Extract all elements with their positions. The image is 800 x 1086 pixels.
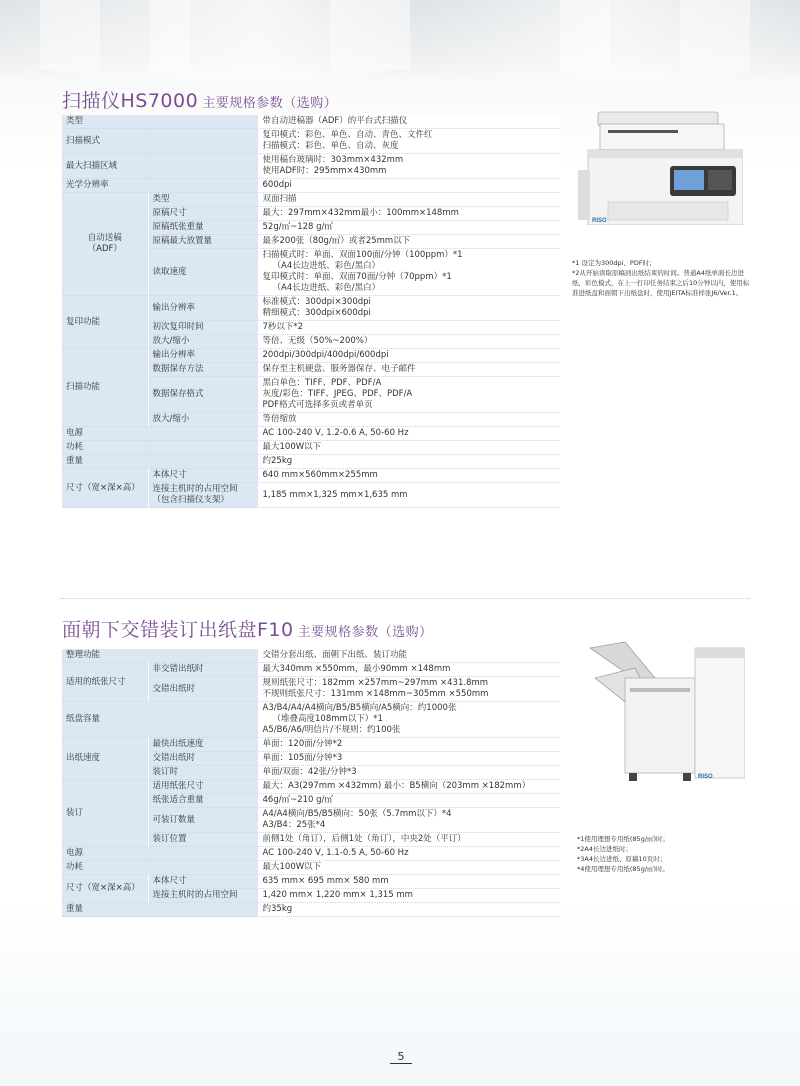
finisher-spec-value-line: 规则纸张尺寸：182mm ×257mm~297mm ×431.8mm xyxy=(262,678,489,688)
scanner-spec-value-line: 640 mm×560mm×255mm xyxy=(262,470,378,480)
finisher-spec-category-cell: 功耗 xyxy=(62,861,258,875)
scanner-spec-value-line: 等倍、无级（50%~200%） xyxy=(262,336,373,346)
finisher-spec-subcategory-cell: 本体尺寸 xyxy=(148,875,258,889)
scanner-photo xyxy=(578,110,743,225)
finisher-spec-value-cell xyxy=(258,833,560,847)
scanner-spec-value-line: 复印模式：彩色、单色、自动、青色、文件红 xyxy=(262,130,433,140)
scanner-spec-value-cell xyxy=(258,363,560,377)
scanner-spec-value-line: 黑白单色：TIFF、PDF、PDF/A xyxy=(262,378,382,388)
scanner-spec-value-line: 扫描模式：彩色、单色、自动、灰度 xyxy=(262,141,399,151)
finisher-spec-value-cell xyxy=(258,663,560,677)
section1-subtitle: 主要规格参数（选购） xyxy=(202,96,338,111)
finisher-spec-category-cell: 尺寸（宽×深×高） xyxy=(62,875,148,903)
scanner-spec-value-cell xyxy=(258,455,560,469)
scanner-spec-value-line: （A4长边进纸、彩色/黑白） xyxy=(272,261,381,271)
finisher-spec-value-line: A3/B4：25张*4 xyxy=(262,820,326,830)
scanner-spec-value-line: 最大100W以下 xyxy=(262,442,322,452)
finisher-spec-category-cell: 整理功能 xyxy=(62,649,258,663)
scanner-spec-value-line: 1,185 mm×1,325 mm×1,635 mm xyxy=(262,489,408,500)
scanner-spec-row xyxy=(62,129,560,154)
finisher-spec-category-cell: 出纸速度 xyxy=(62,738,148,780)
finisher-spec-row xyxy=(62,649,560,663)
section2-note-4: *4使用理想专用纸(85g/㎡)时。 xyxy=(577,865,670,873)
scanner-spec-value-cell xyxy=(258,115,560,129)
scanner-spec-row xyxy=(62,154,560,179)
section1-title xyxy=(62,86,337,113)
finisher-spec-subcategory-cell: 最快出纸速度 xyxy=(148,738,258,752)
scanner-spec-value-line: 200dpi/300dpi/400dpi/600dpi xyxy=(262,350,389,360)
scanner-spec-subcategory-cell: 放大/缩小 xyxy=(148,413,258,427)
scanner-spec-value-cell xyxy=(258,296,560,321)
scanner-spec-value-line: 约25kg xyxy=(262,456,293,466)
finisher-spec-value-cell xyxy=(258,738,560,752)
scanner-spec-value-line: 52g/㎡~128 g/㎡ xyxy=(262,222,333,232)
scanner-spec-subcategory-cell: 放大/缩小 xyxy=(148,335,258,349)
finisher-spec-value-cell xyxy=(258,649,560,663)
scanner-spec-value-cell xyxy=(258,335,560,349)
scanner-spec-category-cell: 重量 xyxy=(62,455,258,469)
finisher-photo xyxy=(585,638,745,783)
scanner-spec-row xyxy=(62,455,560,469)
finisher-spec-category-cell: 重量 xyxy=(62,903,258,917)
scanner-brand-logo: RISO xyxy=(592,218,607,224)
finisher-spec-value-line: A4/A4横向/B5/B5横向：50张（5.7mm以下）*4 xyxy=(262,809,452,819)
section1-note-1: *1 设定为300dpi、PDF时； xyxy=(572,259,656,267)
finisher-spec-value-line: 最大：A3(297mm ×432mm) 最小：B5横向（203mm ×182mm） xyxy=(262,781,531,791)
finisher-spec-value-cell xyxy=(258,780,560,794)
finisher-spec-row xyxy=(62,663,560,677)
finisher-spec-value-cell xyxy=(258,847,560,861)
finisher-spec-subcategory-cell: 纸张适合重量 xyxy=(148,794,258,808)
scanner-spec-value-cell xyxy=(258,221,560,235)
scanner-spec-value-cell xyxy=(258,349,560,363)
scanner-spec-subcategory-cell: 类型 xyxy=(148,193,258,207)
finisher-brand-logo: RISO xyxy=(698,774,713,780)
scanner-spec-category-cell: 扫描模式 xyxy=(62,129,258,154)
finisher-spec-value-cell xyxy=(258,677,560,702)
scanner-spec-subcategory-cell: 原稿尺寸 xyxy=(148,207,258,221)
scanner-spec-value-line: （A4长边进纸、彩色/黑白） xyxy=(272,283,381,293)
scanner-spec-category-cell: 复印功能 xyxy=(62,296,148,349)
scanner-spec-value-cell xyxy=(258,483,560,508)
scanner-spec-row xyxy=(62,115,560,129)
finisher-spec-value-line: AC 100-240 V, 1.1-0.5 A, 50-60 Hz xyxy=(262,848,409,858)
section2-notes xyxy=(577,834,757,874)
scanner-spec-row xyxy=(62,441,560,455)
section1-title-text: 扫描仪HS7000 xyxy=(62,90,199,112)
scanner-spec-value-line: 精细模式：300dpi×600dpi xyxy=(262,308,371,318)
finisher-spec-subcategory-cell: 连接主机时的占用空间 xyxy=(148,889,258,903)
scanner-spec-value-line: 7秒以下*2 xyxy=(262,322,304,332)
finisher-spec-value-line: 635 mm× 695 mm× 580 mm xyxy=(262,876,389,886)
scanner-spec-subcategory-cell: 初次复印时间 xyxy=(148,321,258,335)
finisher-spec-value-cell xyxy=(258,794,560,808)
scanner-spec-value-line: 使用ADF时：295mm×430mm xyxy=(262,166,387,176)
scanner-spec-subcategory-cell: 原稿最大放置量 xyxy=(148,235,258,249)
finisher-spec-row xyxy=(62,903,560,917)
scanner-spec-subcategory-cell: 数据保存格式 xyxy=(148,377,258,413)
finisher-spec-value-cell xyxy=(258,889,560,903)
finisher-spec-category-cell: 电源 xyxy=(62,847,258,861)
finisher-spec-value-line: 单面：105面/分钟*3 xyxy=(262,753,343,763)
finisher-spec-subcategory-cell: 交错出纸时 xyxy=(148,677,258,702)
finisher-spec-subcategory-cell: 交错出纸时 xyxy=(148,752,258,766)
scanner-spec-row xyxy=(62,296,560,321)
section1-note-2: *2从开始读取原稿到出纸结束的时间。普通A4纸单面长边进纸，彩色模式，在上一打印任务结束之后10分钟以内，使用标准进纸盘和面朝下出纸盘时，使用JEITA标准样张J6/Ver.1。 xyxy=(572,269,750,297)
finisher-spec-value-line: 不规则纸张尺寸：131mm ×148mm~305mm ×550mm xyxy=(262,689,489,699)
section-divider xyxy=(60,598,750,599)
scanner-spec-value-cell xyxy=(258,235,560,249)
finisher-spec-value-line: 最大340mm ×550mm，最小90mm ×148mm xyxy=(262,664,451,674)
scanner-spec-value-cell xyxy=(258,427,560,441)
finisher-spec-value-cell xyxy=(258,875,560,889)
scanner-spec-value-cell xyxy=(258,129,560,154)
page-number: 5 xyxy=(390,1050,412,1064)
scanner-spec-value-line: 最多200张（80g/㎡）或者25mm以下 xyxy=(262,236,411,246)
scanner-spec-row xyxy=(62,193,560,207)
scanner-spec-value-line: 双面扫描 xyxy=(262,194,297,204)
scanner-spec-table xyxy=(62,115,560,508)
finisher-spec-value-cell xyxy=(258,808,560,833)
finisher-spec-value-cell xyxy=(258,752,560,766)
scanner-spec-category-cell: 自动送稿 （ADF） xyxy=(62,193,148,296)
scanner-spec-value-cell xyxy=(258,377,560,413)
scanner-spec-row xyxy=(62,349,560,363)
scanner-spec-subcategory-cell: 读取速度 xyxy=(148,249,258,296)
section2-note-1: *1使用理想专用纸(85g/㎡)时； xyxy=(577,835,670,843)
section2-title-text: 面朝下交错装订出纸盘F10 xyxy=(62,619,294,641)
section2-note-3: *3A4长边进纸、原稿10页时； xyxy=(577,855,667,863)
finisher-spec-value-line: 46g/㎡~210 g/㎡ xyxy=(262,795,333,805)
section1-notes xyxy=(572,258,752,298)
finisher-spec-row xyxy=(62,702,560,738)
finisher-spec-value-cell xyxy=(258,903,560,917)
scanner-spec-row xyxy=(62,469,560,483)
scanner-spec-subcategory-cell: 输出分辨率 xyxy=(148,296,258,321)
scanner-spec-value-line: 保存至主机硬盘、服务器保存、电子邮件 xyxy=(262,364,416,374)
scanner-spec-value-line: 等倍缩放 xyxy=(262,414,297,424)
scanner-spec-value-cell xyxy=(258,154,560,179)
scanner-spec-value-line: 标准模式：300dpi×300dpi xyxy=(262,297,371,307)
finisher-spec-category-cell: 适用的纸张尺寸 xyxy=(62,663,148,702)
finisher-spec-row xyxy=(62,780,560,794)
scanner-spec-row xyxy=(62,427,560,441)
finisher-spec-row xyxy=(62,875,560,889)
finisher-spec-value-cell xyxy=(258,702,560,738)
scanner-spec-value-cell xyxy=(258,207,560,221)
finisher-spec-subcategory-cell: 装订位置 xyxy=(148,833,258,847)
section2-note-2: *2A4长边进纸时； xyxy=(577,845,632,853)
finisher-spec-row xyxy=(62,738,560,752)
scanner-spec-subcategory-cell: 连接主机时的占用空间 （包含扫描仪支架） xyxy=(148,483,258,508)
scanner-spec-subcategory-cell: 原稿纸张重量 xyxy=(148,221,258,235)
scanner-spec-value-cell xyxy=(258,249,560,296)
scanner-spec-category-cell: 光学分辨率 xyxy=(62,179,258,193)
scanner-spec-value-cell xyxy=(258,469,560,483)
finisher-spec-value-cell xyxy=(258,766,560,780)
section2-subtitle: 主要规格参数（选购） xyxy=(297,625,433,640)
finisher-spec-value-line: 单面：120面/分钟*2 xyxy=(262,739,343,749)
finisher-spec-value-line: 前侧1处（角订），后侧1处（角订），中央2处（平订） xyxy=(262,834,466,844)
finisher-spec-value-line: 最大100W以下 xyxy=(262,862,322,872)
scanner-spec-value-cell xyxy=(258,179,560,193)
scanner-spec-value-line: 带自动进稿器（ADF）的平台式扫描仪 xyxy=(262,116,408,126)
scanner-spec-value-cell xyxy=(258,441,560,455)
scanner-spec-value-line: 灰度/彩色：TIFF、JPEG、PDF、PDF/A xyxy=(262,389,413,399)
scanner-spec-value-line: 600dpi xyxy=(262,180,292,190)
scanner-spec-category-cell: 功耗 xyxy=(62,441,258,455)
finisher-spec-value-cell xyxy=(258,861,560,875)
finisher-spec-value-line: （堆叠高度108mm以下）*1 xyxy=(272,714,383,724)
scanner-spec-value-line: PDF格式可选择多页或者单页 xyxy=(262,400,373,410)
finisher-spec-value-line: 交错分套出纸、面朝下出纸、装订功能 xyxy=(262,650,408,660)
finisher-spec-subcategory-cell: 可装订数量 xyxy=(148,808,258,833)
scanner-spec-subcategory-cell: 输出分辨率 xyxy=(148,349,258,363)
scanner-spec-value-line: 最大：297mm×432mm最小：100mm×148mm xyxy=(262,208,459,218)
scanner-spec-category-cell: 电源 xyxy=(62,427,258,441)
finisher-spec-value-line: 1,420 mm× 1,220 mm× 1,315 mm xyxy=(262,890,413,900)
finisher-spec-category-cell: 纸盘容量 xyxy=(62,702,258,738)
scanner-spec-subcategory-cell: 本体尺寸 xyxy=(148,469,258,483)
finisher-spec-value-line: A5/B6/A6/明信片/不规则：约100张 xyxy=(262,725,401,735)
scanner-spec-category-cell: 扫描功能 xyxy=(62,349,148,427)
finisher-spec-row xyxy=(62,847,560,861)
finisher-spec-category-cell: 装订 xyxy=(62,780,148,847)
scanner-spec-value-cell xyxy=(258,413,560,427)
finisher-spec-subcategory-cell: 非交错出纸时 xyxy=(148,663,258,677)
finisher-spec-value-line: 约35kg xyxy=(262,904,293,914)
scanner-spec-value-line: AC 100-240 V, 1.2-0.6 A, 50-60 Hz xyxy=(262,428,409,438)
scanner-spec-value-cell xyxy=(258,193,560,207)
finisher-spec-row xyxy=(62,861,560,875)
finisher-spec-table xyxy=(62,649,560,917)
scanner-spec-category-cell: 最大扫描区域 xyxy=(62,154,258,179)
finisher-spec-subcategory-cell: 适用纸张尺寸 xyxy=(148,780,258,794)
scanner-spec-category-cell: 尺寸（宽×深×高） xyxy=(62,469,148,508)
scanner-spec-value-line: 复印模式时：单面、双面70面/分钟（70ppm）*1 xyxy=(262,272,452,282)
scanner-spec-value-line: 使用稿台玻璃时：303mm×432mm xyxy=(262,155,404,165)
finisher-spec-subcategory-cell: 装订时 xyxy=(148,766,258,780)
header-background xyxy=(0,0,800,80)
scanner-spec-value-line: 扫描模式时：单面、双面100面/分钟（100ppm）*1 xyxy=(262,250,463,260)
finisher-spec-value-line: A3/B4/A4/A4横向/B5/B5横向/A5横向：约1000张 xyxy=(262,703,457,713)
scanner-spec-category-cell: 类型 xyxy=(62,115,258,129)
scanner-spec-value-cell xyxy=(258,321,560,335)
finisher-spec-value-line: 单面/双面：42张/分钟*3 xyxy=(262,767,357,777)
section2-title xyxy=(62,615,433,642)
scanner-spec-row xyxy=(62,179,560,193)
scanner-spec-subcategory-cell: 数据保存方法 xyxy=(148,363,258,377)
